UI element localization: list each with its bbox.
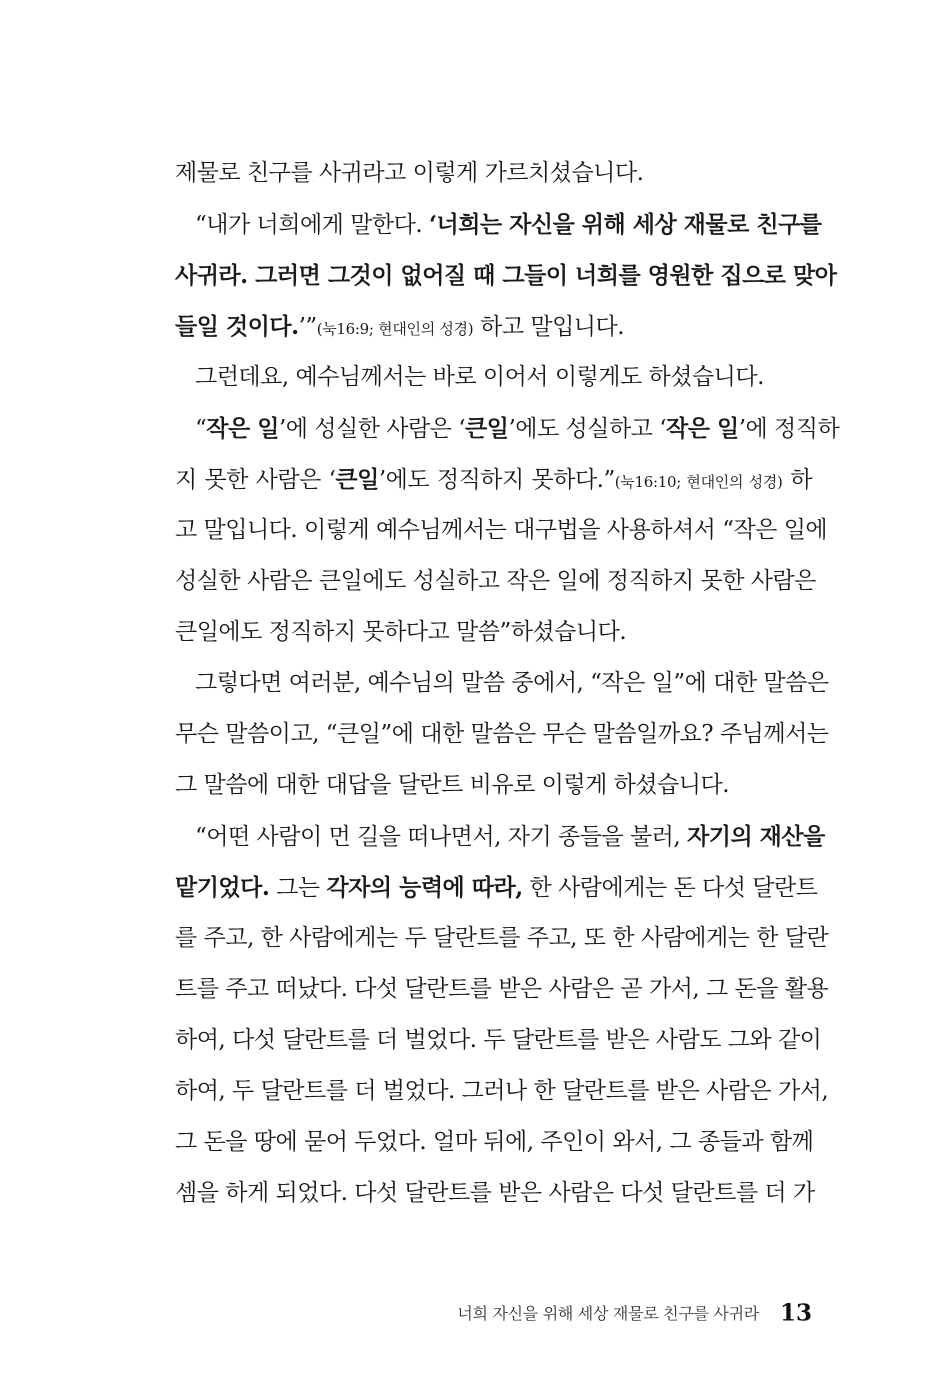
text-line — [175, 964, 829, 1015]
body-text: 그는 — [269, 875, 327, 901]
text-line — [175, 811, 825, 862]
body-text: 고 말입니다. 이렇게 예수님께서는 대구법을 사용하셔서 “작은 일에 — [175, 517, 828, 543]
body-text: 를 주고, 한 사람에게는 두 달란트를 주고, 또 한 사람에게는 한 달란 — [175, 925, 829, 951]
body-text: ’에도 성실하고 ‘ — [508, 416, 667, 442]
body-text: 성실한 사람은 큰일에도 성실하고 작은 일에 정직하지 못한 사람은 — [175, 568, 816, 594]
body-text: 그 말씀에 대한 대답을 달란트 비유로 이렇게 하셨습니다. — [175, 772, 730, 798]
page-number: 13 — [779, 1299, 812, 1327]
page-footer — [457, 1298, 812, 1328]
body-text: 하고 말입니다. — [473, 314, 625, 340]
body-text: “어떤 사람이 먼 길을 떠나면서, 자기 종들을 불러, — [195, 824, 688, 850]
body-text: ’” — [298, 314, 317, 340]
text-line — [175, 556, 816, 607]
page-body — [175, 148, 840, 1219]
emphasis-text: 작은 일 — [206, 415, 279, 442]
text-line — [175, 1168, 815, 1219]
citation-text: (눅16:9; 현대인의 성경) — [316, 320, 474, 338]
running-title: 너희 자신을 위해 세상 재물로 친구를 사귀라 — [457, 1303, 759, 1323]
emphasis-text: 작은 일 — [666, 415, 739, 442]
text-line — [175, 658, 829, 709]
text-line — [175, 913, 829, 964]
text-line — [175, 862, 818, 913]
text-line — [175, 250, 837, 301]
text-line — [175, 607, 812, 658]
body-text: ’에도 정직하지 못하다.” — [378, 467, 615, 493]
body-text: ’에 성실한 사람은 ‘ — [278, 416, 466, 442]
text-line — [175, 760, 812, 811]
body-text: 그런데요, 예수님께서는 바로 이어서 이렇게도 하셨습니다. — [195, 364, 764, 390]
body-text: 한 사람에게는 돈 다섯 달란트 — [522, 875, 818, 901]
body-text: “내가 너희에게 말한다. — [195, 212, 429, 238]
text-line — [175, 301, 812, 352]
text-line — [175, 352, 812, 403]
body-text: 하여, 다섯 달란트를 더 벌었다. 두 달란트를 받은 사람도 그와 같이 — [175, 1027, 822, 1053]
citation-text: (눅16:10; 현대인의 성경) — [614, 473, 783, 491]
text-line — [175, 1015, 822, 1066]
body-text: 하여, 두 달란트를 더 벌었다. 그러나 한 달란트를 받은 사람은 가서, — [175, 1078, 829, 1104]
text-line — [175, 148, 812, 199]
emphasis-text: 들일 것이다. — [175, 313, 299, 340]
emphasis-text: ‘너희는 자신을 위해 세상 재물로 친구를 — [428, 211, 822, 238]
body-text: “ — [195, 416, 207, 442]
text-line — [175, 403, 840, 454]
text-line — [175, 454, 812, 505]
body-text: ’에 정직하 — [738, 416, 840, 442]
emphasis-text: 자기의 재산을 — [687, 823, 825, 850]
emphasis-text: 맡기었다. — [175, 874, 270, 901]
text-line — [175, 505, 828, 556]
text-line — [175, 199, 822, 250]
body-text: 그 돈을 땅에 묻어 두었다. 얼마 뒤에, 주인이 와서, 그 종들과 함께 — [175, 1129, 814, 1155]
emphasis-text: 큰일 — [335, 466, 379, 493]
emphasis-text: 사귀라. 그러면 그것이 없어질 때 그들이 너희를 영원한 집으로 맞아 — [175, 262, 837, 289]
body-text: 제물로 친구를 사귀라고 이렇게 가르치셨습니다. — [175, 160, 644, 186]
text-line — [175, 1117, 812, 1168]
text-line — [175, 1066, 829, 1117]
body-text: 무슨 말씀이고, “큰일”에 대한 말씀은 무슨 말씀일까요? 주님께서는 — [175, 721, 829, 747]
text-line — [175, 709, 829, 760]
emphasis-text: 큰일 — [465, 415, 509, 442]
body-text: 지 못한 사람은 ‘ — [175, 467, 336, 493]
emphasis-text: 각자의 능력에 따라, — [326, 874, 523, 901]
body-text: 그렇다면 여러분, 예수님의 말씀 중에서, “작은 일”에 대한 말씀은 — [195, 670, 829, 696]
body-text: 큰일에도 정직하지 못하다고 말씀”하셨습니다. — [175, 619, 627, 645]
body-text: 셈을 하게 되었다. 다섯 달란트를 받은 사람은 다섯 달란트를 더 가 — [175, 1180, 815, 1206]
body-text: 트를 주고 떠났다. 다섯 달란트를 받은 사람은 곧 가서, 그 돈을 활용 — [175, 976, 829, 1002]
body-text: 하 — [782, 467, 812, 493]
